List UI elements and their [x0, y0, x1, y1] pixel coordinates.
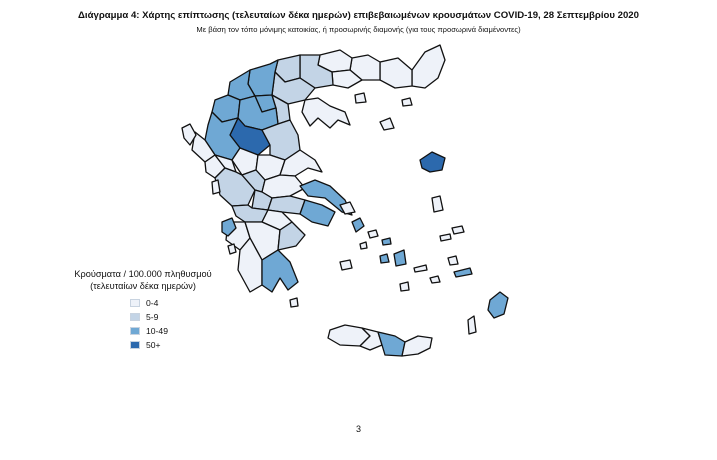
region-kythira: [290, 298, 298, 307]
region-fthiotida: [262, 175, 305, 198]
region-chios: [432, 196, 443, 212]
map-title: Διάγραμμα 4: Χάρτης επίπτωσης (τελευταίων δέκα ημερών) επιβεβαιωμένων κρουσμάτων COVID-19, 28 Σεπτεμβρίου 2020: [78, 10, 639, 21]
region-naxos: [394, 250, 406, 266]
legend-label: 0-4: [146, 298, 159, 308]
region-kalymnos: [448, 256, 458, 265]
region-samothraki: [402, 98, 412, 106]
region-lesvos: [420, 152, 445, 172]
region-rodos: [488, 292, 508, 318]
legend-label: 50+: [146, 340, 161, 350]
legend-item: [130, 296, 228, 310]
region-santorini: [400, 282, 409, 291]
region-ikaria: [440, 234, 451, 241]
region-heraklion: [378, 332, 405, 356]
region-chalkidiki: [302, 98, 350, 128]
legend-swatch: [130, 299, 140, 307]
legend-item: [130, 324, 228, 338]
legend-swatch: [130, 341, 140, 349]
page-number: 3: [355, 424, 361, 434]
region-lakonia: [262, 250, 298, 292]
legend-item: [130, 310, 228, 324]
region-mykonos: [382, 238, 391, 245]
legend-label: 10-49: [146, 326, 168, 336]
legend-swatch: [130, 313, 140, 321]
region-samos: [452, 226, 464, 234]
region-thasos: [355, 93, 366, 103]
region-tinos: [368, 230, 378, 238]
region-andros: [352, 218, 364, 232]
region-astypalaia: [430, 276, 440, 283]
legend-title-line2: (τελευταίων δέκα ημερών): [90, 281, 196, 291]
region-kos: [454, 268, 472, 277]
region-rodopi: [380, 58, 412, 88]
legend: [58, 268, 228, 352]
region-lasithi: [402, 336, 432, 356]
legend-swatch: [130, 327, 140, 335]
region-paros: [380, 254, 389, 263]
region-syros: [360, 242, 367, 249]
region-karpathos: [468, 316, 476, 334]
region-limnos: [380, 118, 394, 130]
legend-item: [130, 338, 228, 352]
region-attica: [300, 200, 335, 226]
legend-title-line1: Κρούσματα / 100.000 πληθυσμού: [74, 269, 212, 279]
map-subtitle: Με βάση τον τόπο μόνιμης κατοικίας, ή προσωρινής διαμονής (για τους προσωρινά διαμένοντες): [196, 25, 521, 34]
region-zakynthos: [228, 244, 236, 254]
legend-label: 5-9: [146, 312, 159, 322]
region-amorgos: [414, 265, 427, 272]
region-milos: [340, 260, 352, 270]
region-evros: [412, 45, 445, 88]
region-lefkada: [212, 180, 220, 194]
